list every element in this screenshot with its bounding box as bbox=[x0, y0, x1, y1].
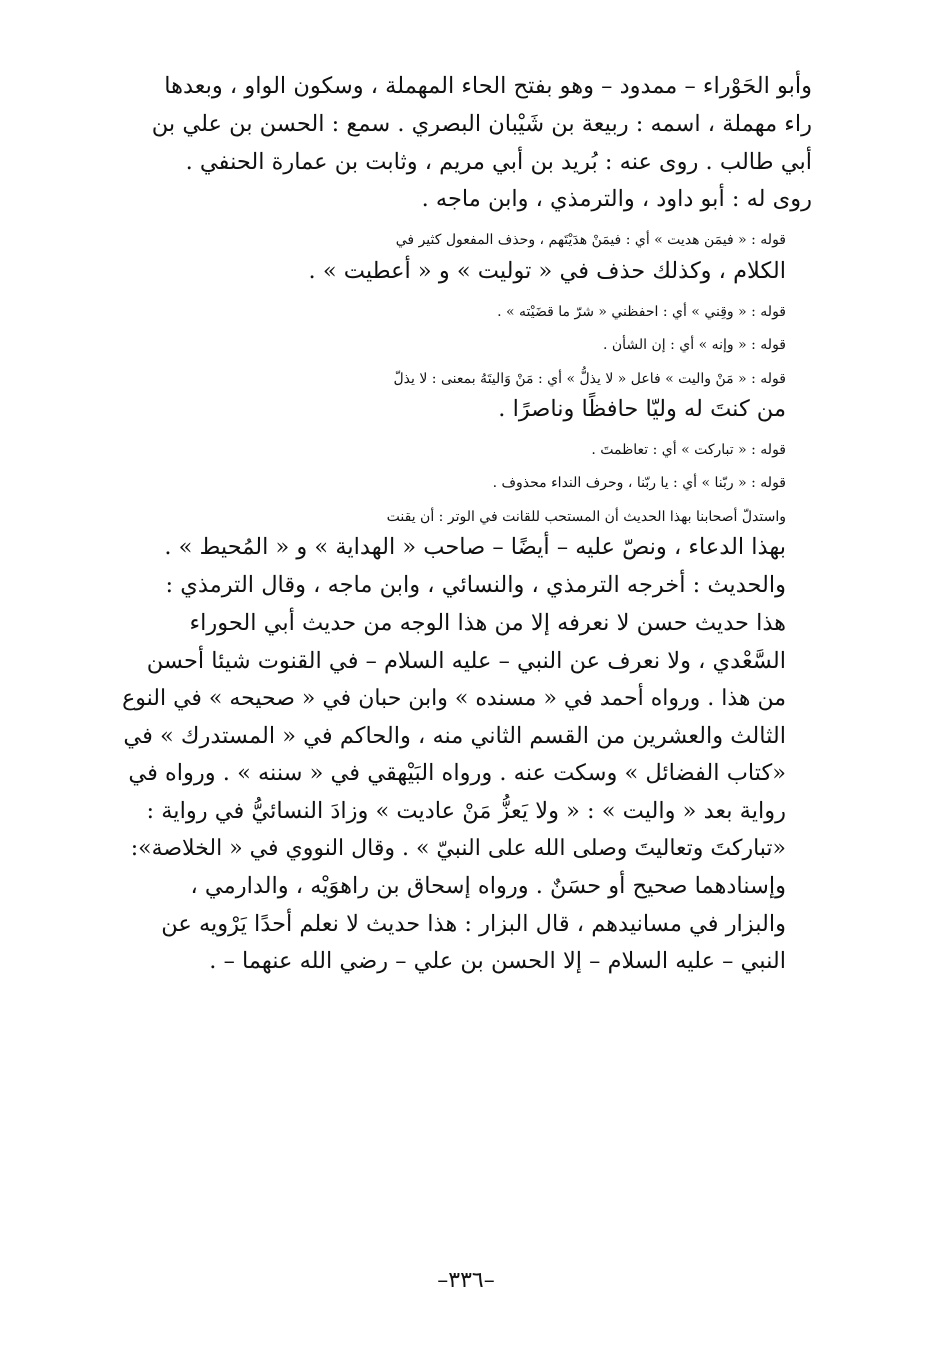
text-line: قوله : « وإنه » أي : إن الشأن . bbox=[602, 337, 786, 354]
text-line: السَّعْدي ، ولا نعرف عن النبي – عليه السلام – في القنوت شيئا أحسن bbox=[146, 647, 786, 674]
commentary-paragraph bbox=[122, 506, 812, 981]
text-line: هذا حديث حسن لا نعرفه إلا من هذا الوجه من حديث أبي الحوراء bbox=[189, 609, 786, 636]
note-paragraph bbox=[122, 439, 812, 463]
note-paragraph bbox=[122, 229, 812, 290]
note-paragraph bbox=[122, 472, 812, 496]
text-line: «كتاب الفضائل » وسكت عنه . ورواه البَيْهقي في « سننه » . ورواه في bbox=[128, 760, 786, 787]
text-line: روى له : أبو داود ، والترمذي ، وابن ماجه . bbox=[421, 186, 812, 213]
note-paragraph bbox=[122, 368, 812, 429]
page-number: –٣٣٦– bbox=[437, 1268, 495, 1293]
biography-paragraph bbox=[122, 68, 812, 219]
text-line: أبي طالب . روى عنه : بُريد بن أبي مريم ، وثابت بن عمارة الحنفي . bbox=[185, 148, 812, 175]
text-line: قوله : « مَنْ واليت » فاعل « لا يذلُّ » أي : مَنْ وَاليتَهُ بمعنى : لا يذلّ bbox=[393, 370, 786, 387]
text-line: والحديث : أخرجه الترمذي ، والنسائي ، وابن ماجه ، وقال الترمذي : bbox=[165, 572, 786, 599]
text-line: رواية بعد « واليت » : « ولا يَعزُّ مَنْ عاديت » وزادَ النسائيُّ في رواية : bbox=[146, 798, 786, 825]
text-line: الكلام ، وكذلك حذف في « توليت » و « أعطيت » . bbox=[308, 257, 786, 284]
text-line: راء مهملة ، اسمه : ربيعة بن شَيْبان البصري . سمع : الحسن بن علي بن bbox=[151, 110, 812, 137]
note-paragraph bbox=[122, 334, 812, 358]
text-line: وإسنادهما صحيح أو حسَنٌ . ورواه إسحاق بن راهوَيْه ، والدارمي ، bbox=[190, 872, 786, 899]
text-line: واستدلّ أصحابنا بهذا الحديث أن المستحب للقانت في الوتر : أن يقنت bbox=[386, 508, 786, 525]
text-line: بهذا الدعاء ، ونصّ عليه – أيضًا – صاحب « الهداية » و « المُحيط » . bbox=[164, 534, 786, 561]
text-line: من هذا . ورواه أحمد في « مسنده » وابن حبان في « صحيحه » في النوع bbox=[122, 685, 786, 711]
text-line: من كنتَ له وليّا حافظًا وناصرًا . bbox=[498, 396, 786, 423]
text-line: قوله : « ربّنا » أي : يا ربّنا ، وحرف النداء محذوف . bbox=[492, 475, 786, 492]
text-line: «تباركتَ وتعاليتَ وصلى الله على النبيّ » . وقال النووي في « الخلاصة»: bbox=[130, 835, 786, 861]
text-line: النبي – عليه السلام – إلا الحسن بن علي – رضي الله عنهما – . bbox=[209, 948, 786, 975]
text-line: قوله : « وقِني » أي : احفظني « شرّ ما قضَيْته » . bbox=[497, 303, 786, 320]
text-line: قوله : « تباركت » أي : تعاظمتَ . bbox=[591, 441, 786, 458]
text-line: الثالث والعشرين من القسم الثاني منه ، والحاكم في « المستدرك » في bbox=[123, 722, 786, 749]
page-body bbox=[122, 68, 812, 991]
text-line: والبزار في مسانيدهم ، قال البزار : هذا حديث لا نعلم أحدًا يَرْويه عن bbox=[161, 910, 786, 937]
text-line: وأبو الحَوْراء – ممدود – وهو بفتح الحاء المهملة ، وسكون الواو ، وبعدها bbox=[164, 73, 812, 99]
text-line: قوله : « فيمَن هديت » أي : فيمَنْ هدَيْتَهم ، وحذف المفعول كثير في bbox=[395, 232, 786, 249]
note-paragraph bbox=[122, 301, 812, 325]
